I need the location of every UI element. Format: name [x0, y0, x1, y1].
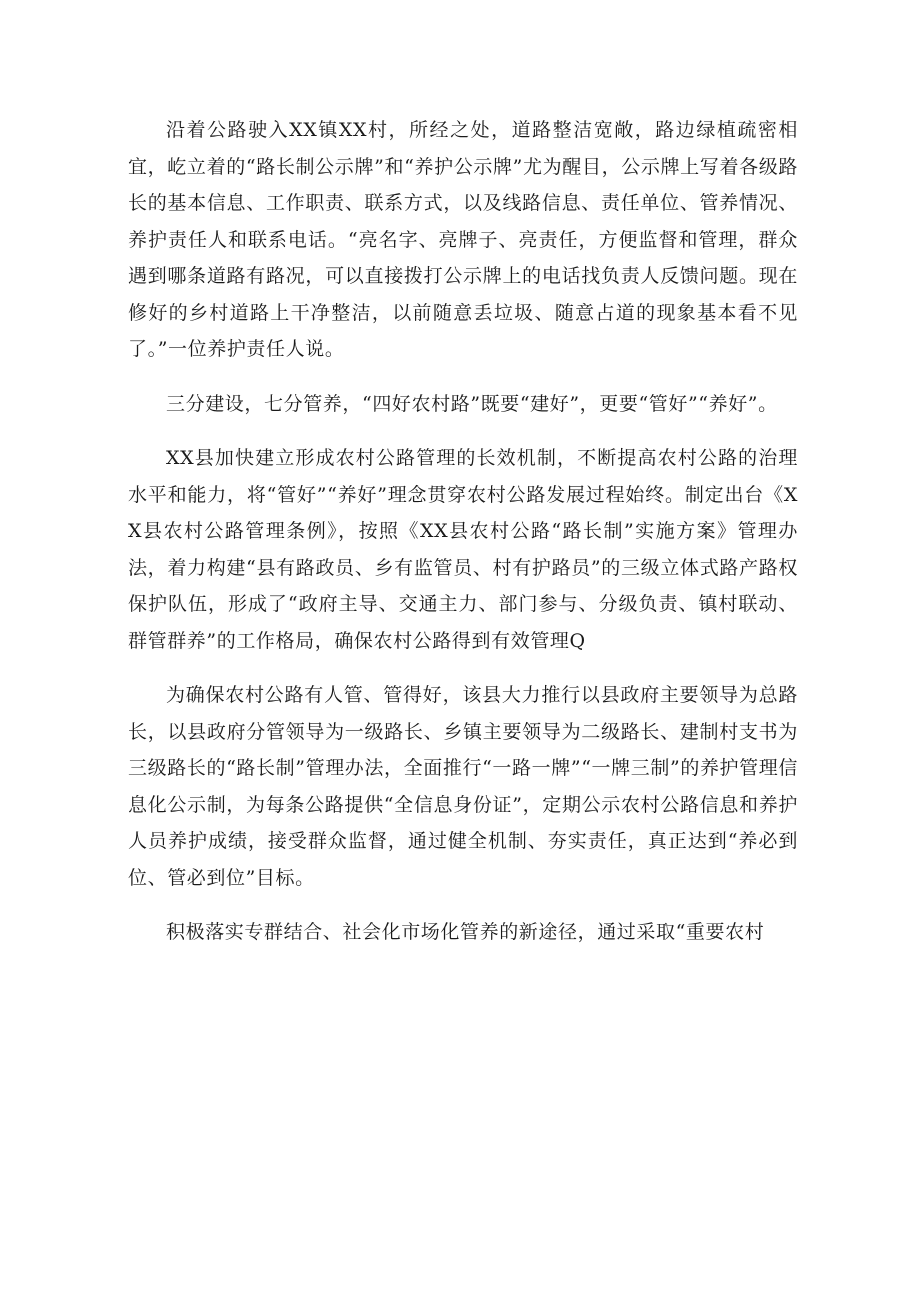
paragraph-road-chief-system: 为确保农村公路有人管、管得好，该县大力推行以县政府主要领导为总路长，以县政府分管领导为一级路长、乡镇主要领导为二级路长、建制村支书为三级路长的“路长制”管理办法，全面推行“一路一牌”“一牌三制”的养护管理信息化公示制，为每条公路提供“全信息身份证”，定期公示农村公路信息和养护人员养护成绩，接受群众监督，通过健全机制、夯实责任，真正达到“养必到位、管必到位”目标。: [128, 684, 798, 889]
document-body: [128, 112, 798, 969]
paragraph-socialized-maintenance: 积极落实专群结合、社会化市场化管养的新途径，通过采取“重要农村: [166, 921, 765, 943]
paragraph-road-signs: 沿着公路驶入XX镇XX村，所经之处，道路整洁宽敞，路边绿植疏密相宜，屹立着的“路长制公示牌”和“养护公示牌”尤为醒目，公示牌上写着各级路长的基本信息、工作职责、联系方式，以及线路信息、责任单位、管养情况、养护责任人和联系电话。“亮名字、亮牌子、亮责任，方便监督和管理，群众遇到哪条道路有路况，可以直接拨打公示牌上的电话找负责人反馈问题。现在修好的乡村道路上干净整洁，以前随意丢垃圾、随意占道的现象基本看不见了。”一位养护责任人说。: [128, 119, 798, 360]
paragraph-construction-maintenance: 三分建设，七分管养，“四好农村路”既要“建好”，更要“管好”“养好”。: [166, 392, 778, 415]
paragraph-long-term-mechanism: XX县加快建立形成农村公路管理的长效机制，不断提高农村公路的治理水平和能力，将“管好”“养好”理念贯穿农村公路发展过程始终。制定出台《XX县农村公路管理条例》，按照《XX县农村公路“路长制”实施方案》管理办法，着力构建“县有路政员、乡有监管员、村有护路员”的三级立体式路产路权保护队伍，形成了“政府主导、交通主力、部门参与、分级负责、镇村联动、群管群养”的工作格局，确保农村公路得到有效管理Q: [128, 447, 798, 652]
